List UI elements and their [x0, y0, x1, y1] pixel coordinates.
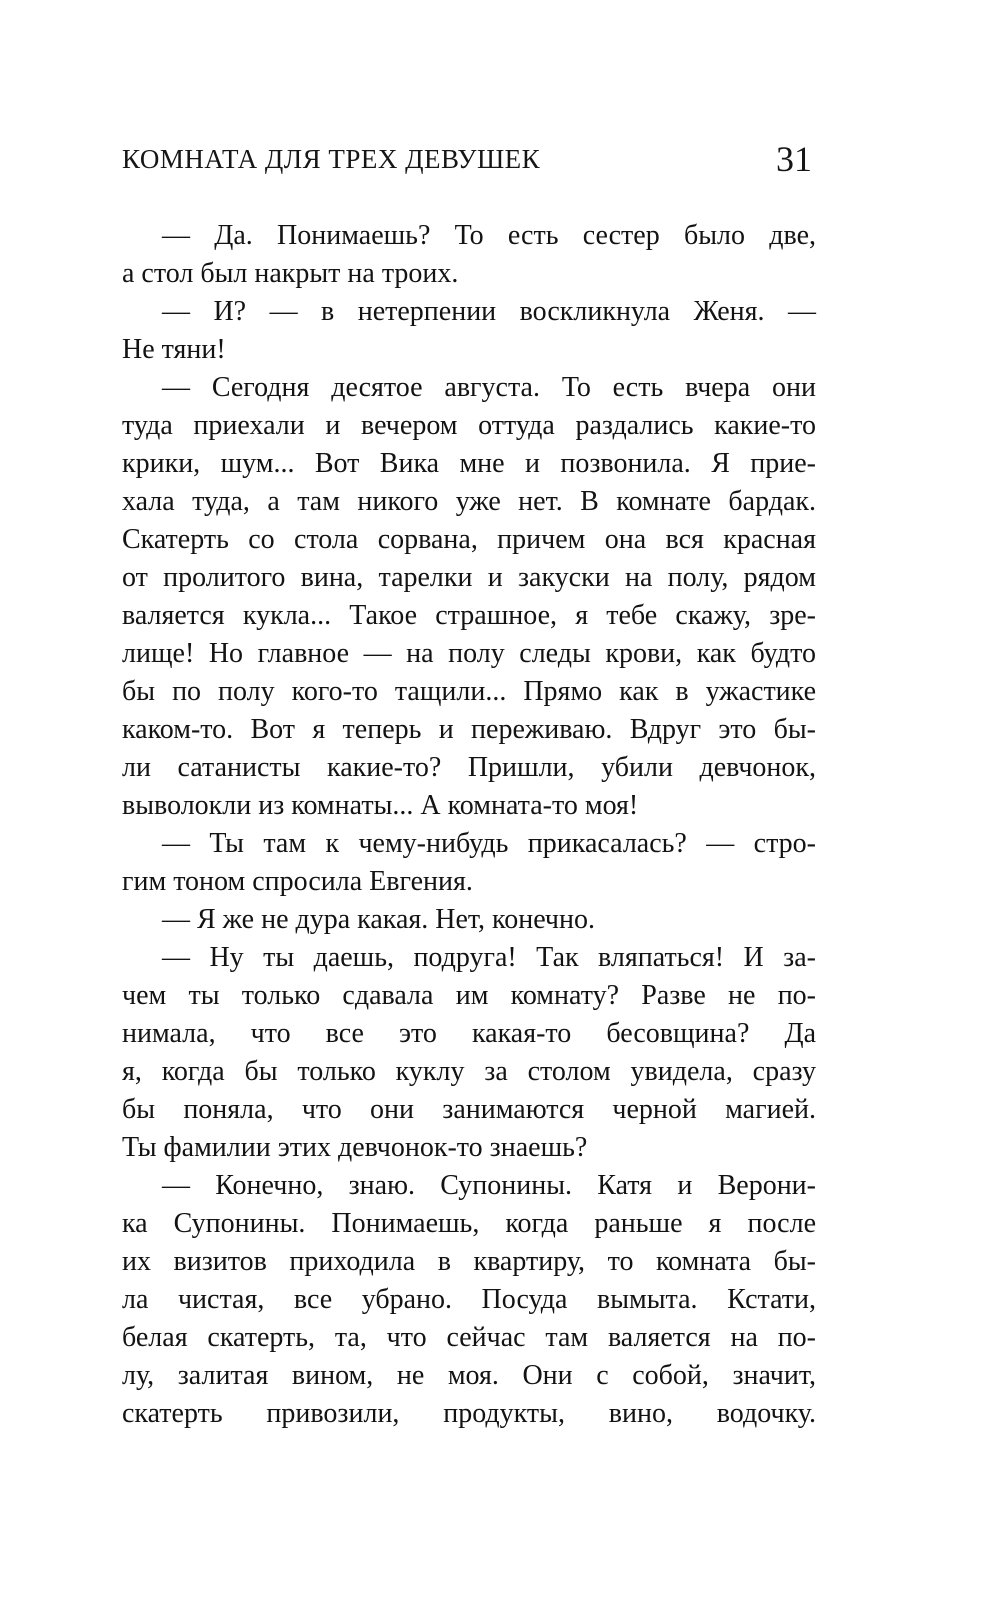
text-line: бы поняла, что они занимаются черной магией. — [122, 1094, 816, 1125]
text-line: их визитов приходила в квартиру, то комната бы- — [122, 1246, 816, 1277]
text-line: лу, залитая вином, не моя. Они с собой, значит, — [122, 1360, 816, 1391]
text-line: ка Супонины. Понимаешь, когда раньше я после — [122, 1208, 816, 1239]
text-line: лище! Но главное — на полу следы крови, как будто — [122, 638, 816, 669]
text-line: бы по полу кого-то тащили... Прямо как в ужастике — [122, 676, 816, 707]
text-line: — Ну ты даешь, подруга! Так вляпаться! И за- — [162, 942, 816, 973]
text-line: гим тоном спросила Евгения. — [122, 866, 473, 897]
text-line: ла чистая, все убрано. Посуда вымыта. Кстати, — [122, 1284, 816, 1315]
paragraph — [122, 293, 816, 369]
page-text-block — [122, 217, 816, 1433]
text-line: крики, шум... Вот Вика мне и позвонила. Я прие- — [122, 448, 816, 479]
text-line: — Да. Понимаешь? То есть сестер было две, — [162, 220, 816, 251]
text-line: выволокли из комнаты... А комната-то моя! — [122, 790, 639, 821]
paragraph — [122, 1167, 816, 1433]
text-line: а стол был накрыт на троих. — [122, 258, 459, 289]
paragraph — [122, 939, 816, 1167]
running-header: КОМНАТА ДЛЯ ТРЕХ ДЕВУШЕК — [122, 144, 541, 174]
paragraph — [122, 217, 816, 293]
text-line: — Сегодня десятое августа. То есть вчера они — [162, 372, 816, 403]
text-line: скатерть привозили, продукты, вино, водочку. — [122, 1398, 816, 1429]
paragraph — [122, 369, 816, 825]
text-line: — Я же не дура какая. Нет, конечно. — [162, 904, 596, 935]
text-line: Скатерть со стола сорвана, причем она вся красная — [122, 524, 816, 555]
text-line: Ты фамилии этих девчонок-то знаешь? — [122, 1132, 588, 1163]
text-line: хала туда, а там никого уже нет. В комнате бардак. — [122, 486, 816, 517]
text-line: — Ты там к чему-нибудь прикасалась? — стро- — [162, 828, 816, 859]
text-line: чем ты только сдавала им комнату? Разве не по- — [122, 980, 816, 1011]
text-line: от пролитого вина, тарелки и закуски на полу, рядом — [122, 562, 816, 593]
text-line: нимала, что все это какая-то бесовщина? Да — [122, 1018, 816, 1049]
text-line: белая скатерть, та, что сейчас там валяется на по- — [122, 1322, 816, 1353]
paragraph — [122, 901, 816, 939]
text-line: валяется кукла... Такое страшное, я тебе скажу, зре- — [122, 600, 816, 631]
text-line: я, когда бы только куклу за столом увидела, сразу — [122, 1056, 816, 1087]
text-line: Не тяни! — [122, 334, 226, 365]
text-line: туда приехали и вечером оттуда раздались какие-то — [122, 410, 816, 441]
text-line: — Конечно, знаю. Супонины. Катя и Верони- — [162, 1170, 816, 1201]
page-number: 31 — [776, 139, 812, 179]
text-line: — И? — в нетерпении воскликнула Женя. — — [162, 296, 816, 327]
text-line: каком-то. Вот я теперь и переживаю. Вдруг это бы- — [122, 714, 816, 745]
paragraph — [122, 825, 816, 901]
text-line: ли сатанисты какие-то? Пришли, убили девчонок, — [122, 752, 816, 783]
